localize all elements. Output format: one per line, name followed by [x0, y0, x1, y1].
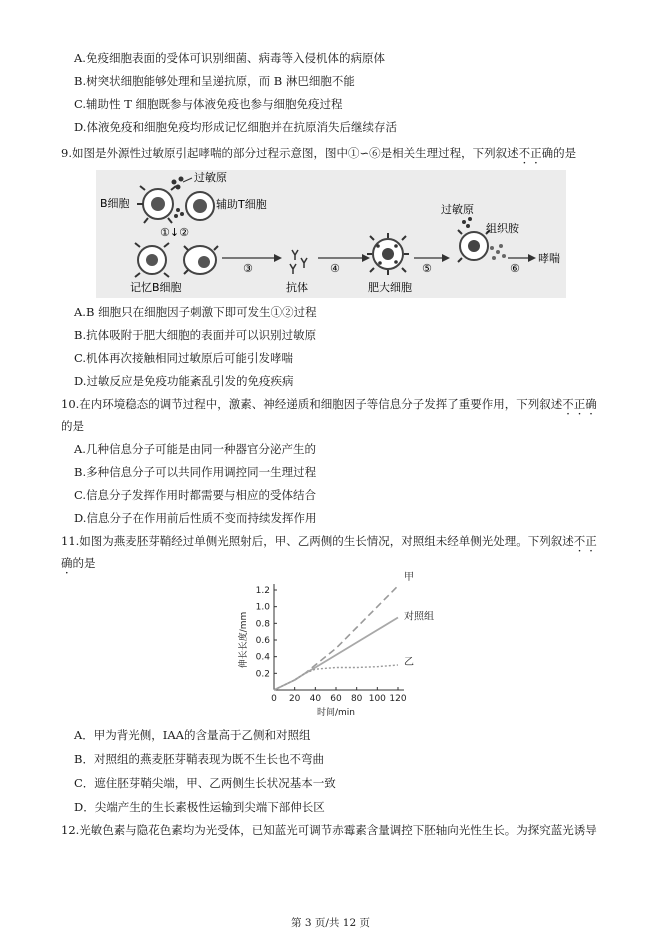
q8-option-d: D.体液免疫和细胞免疫均形成记忆细胞并在抗原消失后继续存活	[74, 120, 397, 134]
page-footer: 第 3 页/共 12 页	[291, 917, 370, 929]
helper-t-label: 辅助T细胞	[216, 198, 267, 211]
q9-option-c: C.机体再次接触相同过敏原后可能引发哮喘	[74, 351, 294, 365]
q9-stem: 9.如图是外源性过敏原引起哮喘的部分过程示意图，图中①∽⑥是相关生理过程，下列叙述不正确的是	[61, 146, 577, 160]
q10-option-c: C.信息分子发挥作用时都需要与相应的受体结合	[74, 488, 317, 502]
step-5-label: ⑤	[422, 262, 432, 275]
q11-growth-chart	[236, 571, 446, 718]
q9-option-b: B.抗体吸附于肥大细胞的表面并可以识别过敏原	[74, 328, 317, 342]
y-tick-label: 1.0	[255, 602, 270, 613]
x-tick-label: 40	[309, 694, 322, 704]
x-axis-label: 时间/min	[316, 708, 356, 718]
q9-diagram	[96, 170, 566, 298]
antibody-label: 抗体	[286, 281, 308, 294]
step-4-label: ④	[330, 262, 340, 275]
mast-cell-icon	[367, 233, 409, 275]
step-3-label: ③	[243, 262, 253, 275]
q11-option-c: C．遮住胚芽鞘尖端，甲、乙两侧生长状况基本一致	[74, 776, 336, 790]
mast-cell-label: 肥大细胞	[368, 281, 412, 294]
step-6-label: ⑥	[510, 262, 520, 275]
q10-stem-cont: 的是	[61, 419, 84, 433]
y-tick-label: 0.2	[255, 669, 270, 680]
x-tick-label: 80	[350, 694, 363, 704]
q9-option-d: D.过敏反应是免疫功能紊乱引发的免疫疾病	[74, 374, 294, 388]
series-label-1: 甲	[404, 571, 414, 583]
y-axis-label: 伸长长度/mm	[239, 611, 249, 669]
step-1-2-label: ①↓②	[160, 226, 189, 239]
helper-t-cell-icon	[186, 192, 214, 220]
y-tick-label: 0.4	[255, 652, 270, 663]
b-cell-label: B细胞	[100, 197, 130, 210]
x-tick-label: 100	[368, 694, 386, 704]
q8-option-b: B.树突状细胞能够处理和呈递抗原，而 B 淋巴细胞不能	[74, 74, 355, 88]
asthma-label: 哮喘	[538, 252, 560, 265]
q8-option-a: A.免疫细胞表面的受体可识别细菌、病毒等入侵机体的病原体	[74, 51, 385, 65]
x-tick-label: 120	[389, 694, 407, 704]
q8-option-c: C.辅助性 T 细胞既参与体液免疫也参与细胞免疫过程	[74, 97, 343, 111]
q10-stem: 10.在内环境稳态的调节过程中，激素、神经递质和细胞因子等信息分子发挥了重要作用，下列叙述不正确	[61, 397, 597, 411]
series-label-2: 对照组	[404, 611, 434, 623]
q10-option-a: A.几种信息分子可能是由同一种器官分泌产生的	[74, 442, 316, 456]
x-tick-label: 60	[330, 694, 342, 704]
q11-option-b: B．对照组的燕麦胚芽鞘表现为既不生长也不弯曲	[74, 752, 324, 766]
memory-b-label: 记忆B细胞	[130, 281, 182, 294]
q11-stem-cont: 确的是	[61, 556, 96, 570]
histamine-label: 组织胺	[486, 222, 519, 235]
y-tick-label: 1.2	[255, 586, 270, 596]
allergen-label-2: 过敏原	[441, 203, 474, 216]
q11-option-a: A．甲为背光侧，IAA的含量高于乙侧和对照组	[74, 728, 311, 742]
series-line-3	[274, 665, 398, 690]
series-line-2	[274, 618, 398, 691]
series-label-3: 乙	[404, 657, 414, 668]
x-tick-label: 20	[288, 694, 301, 704]
q9-option-a: A.B 细胞只在细胞因子刺激下即可发生①②过程	[74, 305, 317, 319]
q10-option-b: B.多种信息分子可以共同作用调控同一生理过程	[74, 465, 317, 479]
q12-stem: 12.光敏色素与隐花色素均为光受体，已知蓝光可调节赤霉素含量调控下胚轴向光性生长。为探究蓝光诱导	[61, 823, 597, 837]
allergen-label: 过敏原	[194, 171, 227, 184]
q11-stem: 11.如图为燕麦胚芽鞘经过单侧光照射后，甲、乙两侧的生长情况，对照组未经单侧光处理。下列叙述不正	[61, 534, 597, 548]
q10-option-d: D.信息分子在作用前后性质不变而持续发挥作用	[74, 511, 317, 525]
y-tick-label: 0.8	[255, 619, 270, 630]
q11-option-d: D．尖端产生的生长素极性运输到尖端下部伸长区	[74, 800, 325, 814]
series-line-1	[274, 586, 398, 690]
x-tick-label: 0	[271, 694, 277, 704]
y-tick-label: 0.6	[255, 636, 270, 646]
